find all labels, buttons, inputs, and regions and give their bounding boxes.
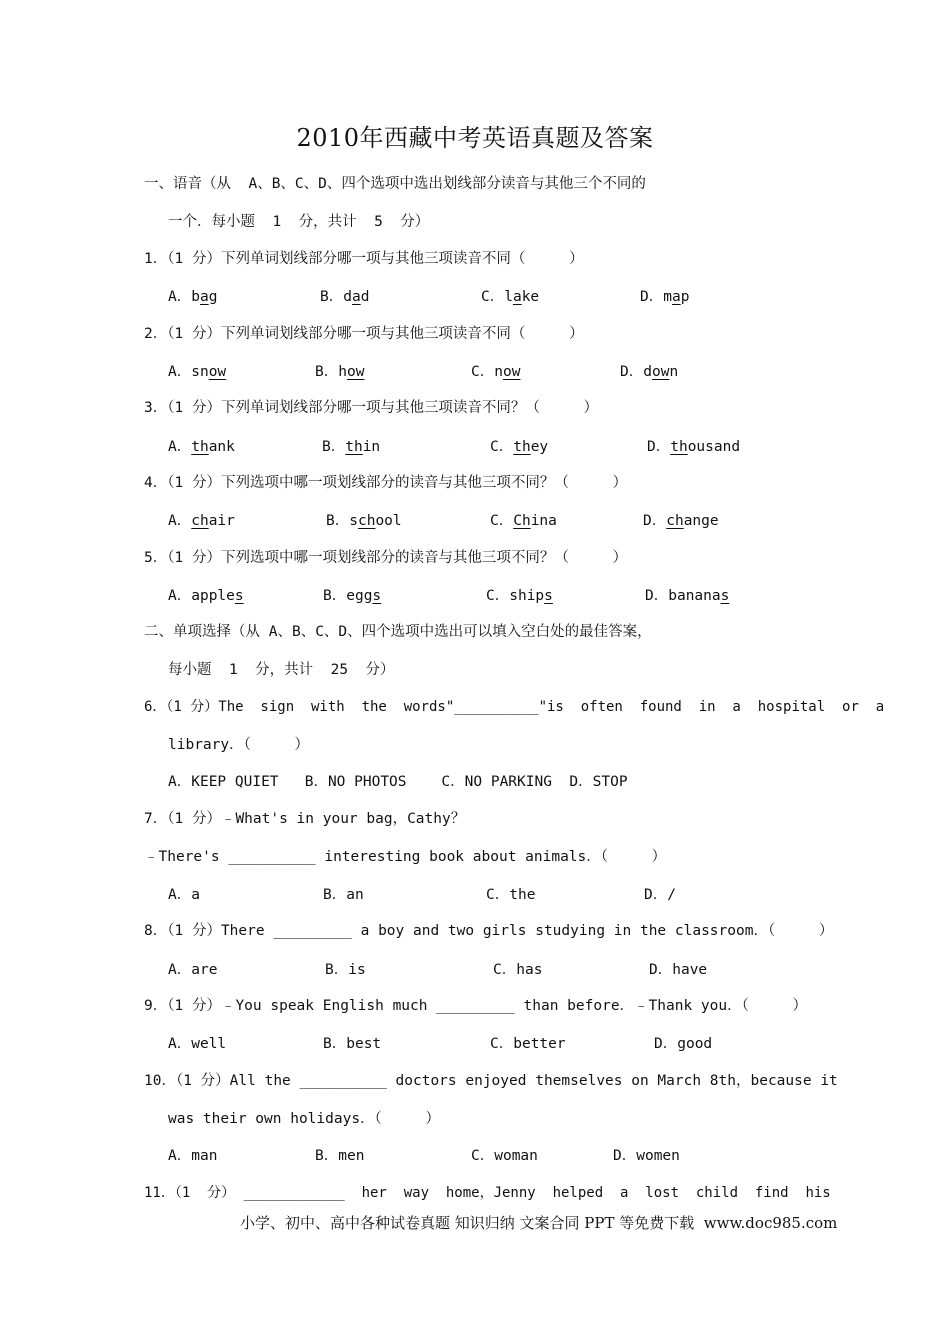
- question-3-option-c: C．they: [490, 439, 549, 455]
- question-4-option-b: B．school: [326, 513, 402, 529]
- question-6-options: A．KEEP QUIET B．NO PHOTOS C．NO PARKING D．STOP: [168, 774, 628, 790]
- question-3-stem: 3．（1 分）下列单词划线部分哪一项与其他三项读音不同？（ ）: [144, 400, 599, 416]
- question-1-option-c: C．lake: [481, 289, 540, 305]
- question-3-option-b: B．thin: [322, 439, 381, 455]
- question-5-option-a: A．apples: [168, 588, 244, 604]
- question-4-option-c: C．China: [490, 513, 557, 529]
- question-9-option-a: A．well: [168, 1036, 227, 1052]
- page-title: 2010年西藏中考英语真题及答案: [296, 124, 654, 152]
- question-9-option-d: D．good: [654, 1036, 713, 1052]
- question-9-stem: 9．（1 分）﹣You speak English much _________ than before．﹣Thank you．（ ）: [144, 998, 808, 1014]
- question-8-option-a: A．are: [168, 962, 218, 978]
- question-10-stem: 10．（1 分）All the __________ doctors enjoyed themselves on March 8th，because it: [144, 1073, 838, 1089]
- question-8-option-b: B．is: [325, 962, 366, 978]
- question-5-stem: 5．（1 分）下列选项中哪一项划线部分的读音与其他三项不同？（ ）: [144, 550, 628, 566]
- question-7-stem: 7．（1 分）﹣What's in your bag，Cathy？: [144, 811, 466, 827]
- question-6-stem-cont: library．（ ）: [168, 737, 310, 753]
- section1-heading-cont: 一个．每小题 1 分，共计 5 分）: [168, 214, 430, 230]
- question-5-option-b: B．eggs: [323, 588, 382, 604]
- question-1-option-d: D．map: [640, 289, 690, 305]
- question-3-option-a: A．thank: [168, 439, 235, 455]
- question-10-stem-cont: was their own holidays．（ ）: [168, 1111, 440, 1127]
- question-9-option-c: C．better: [490, 1036, 566, 1052]
- question-7-option-c: C．the: [486, 887, 536, 903]
- question-8-option-d: D．have: [649, 962, 708, 978]
- question-7-stem-cont: ﹣There's __________ interesting book about animals．（ ）: [144, 849, 667, 865]
- question-7-option-d: D．/: [644, 887, 676, 903]
- question-11-stem: 11．（1 分） ____________ her way home，Jenny helped a lost child find his: [144, 1185, 831, 1201]
- question-6-stem: 6．（1 分）The sign with the words"__________"is often found in a hospital or a: [144, 699, 885, 715]
- footer-watermark: 小学、初中、高中各种试卷真题 知识归纳 文案合同 PPT 等免费下载 www.doc985.com: [240, 1214, 838, 1232]
- question-3-option-d: D．thousand: [647, 439, 741, 455]
- question-2-option-c: C．now: [471, 364, 521, 380]
- question-4-stem: 4．（1 分）下列选项中哪一项划线部分的读音与其他三项不同？（ ）: [144, 475, 628, 491]
- question-5-option-c: C．ships: [486, 588, 553, 604]
- question-2-option-a: A．snow: [168, 364, 227, 380]
- question-10-option-d: D．women: [613, 1148, 680, 1164]
- question-10-option-b: B．men: [315, 1148, 365, 1164]
- question-10-option-a: A．man: [168, 1148, 218, 1164]
- question-4-option-a: A．chair: [168, 513, 235, 529]
- section1-heading: 一、语音（从 A、B、C、D、四个选项中选出划线部分读音与其他三个不同的: [144, 176, 646, 192]
- question-1-stem: 1．（1 分）下列单词划线部分哪一项与其他三项读音不同（ ）: [144, 251, 584, 267]
- question-2-option-d: D．down: [620, 364, 679, 380]
- question-4-option-d: D．change: [643, 513, 719, 529]
- question-10-option-c: C．woman: [471, 1148, 538, 1164]
- question-2-stem: 2．（1 分）下列单词划线部分哪一项与其他三项读音不同（ ）: [144, 326, 584, 342]
- question-1-option-b: B．dad: [320, 289, 370, 305]
- section2-heading-cont: 每小题 1 分，共计 25 分）: [168, 662, 395, 678]
- question-5-option-d: D．bananas: [645, 588, 730, 604]
- question-1-option-a: A．bag: [168, 289, 218, 305]
- question-8-stem: 8．（1 分）There _________ a boy and two girls studying in the classroom．（ ）: [144, 923, 834, 939]
- question-8-option-c: C．has: [493, 962, 543, 978]
- question-2-option-b: B．how: [315, 364, 365, 380]
- section2-heading: 二、单项选择（从 A、B、C、D、四个选项中选出可以填入空白处的最佳答案，: [144, 624, 652, 640]
- question-9-option-b: B．best: [323, 1036, 382, 1052]
- question-7-option-b: B．an: [323, 887, 364, 903]
- question-7-option-a: A．a: [168, 887, 200, 903]
